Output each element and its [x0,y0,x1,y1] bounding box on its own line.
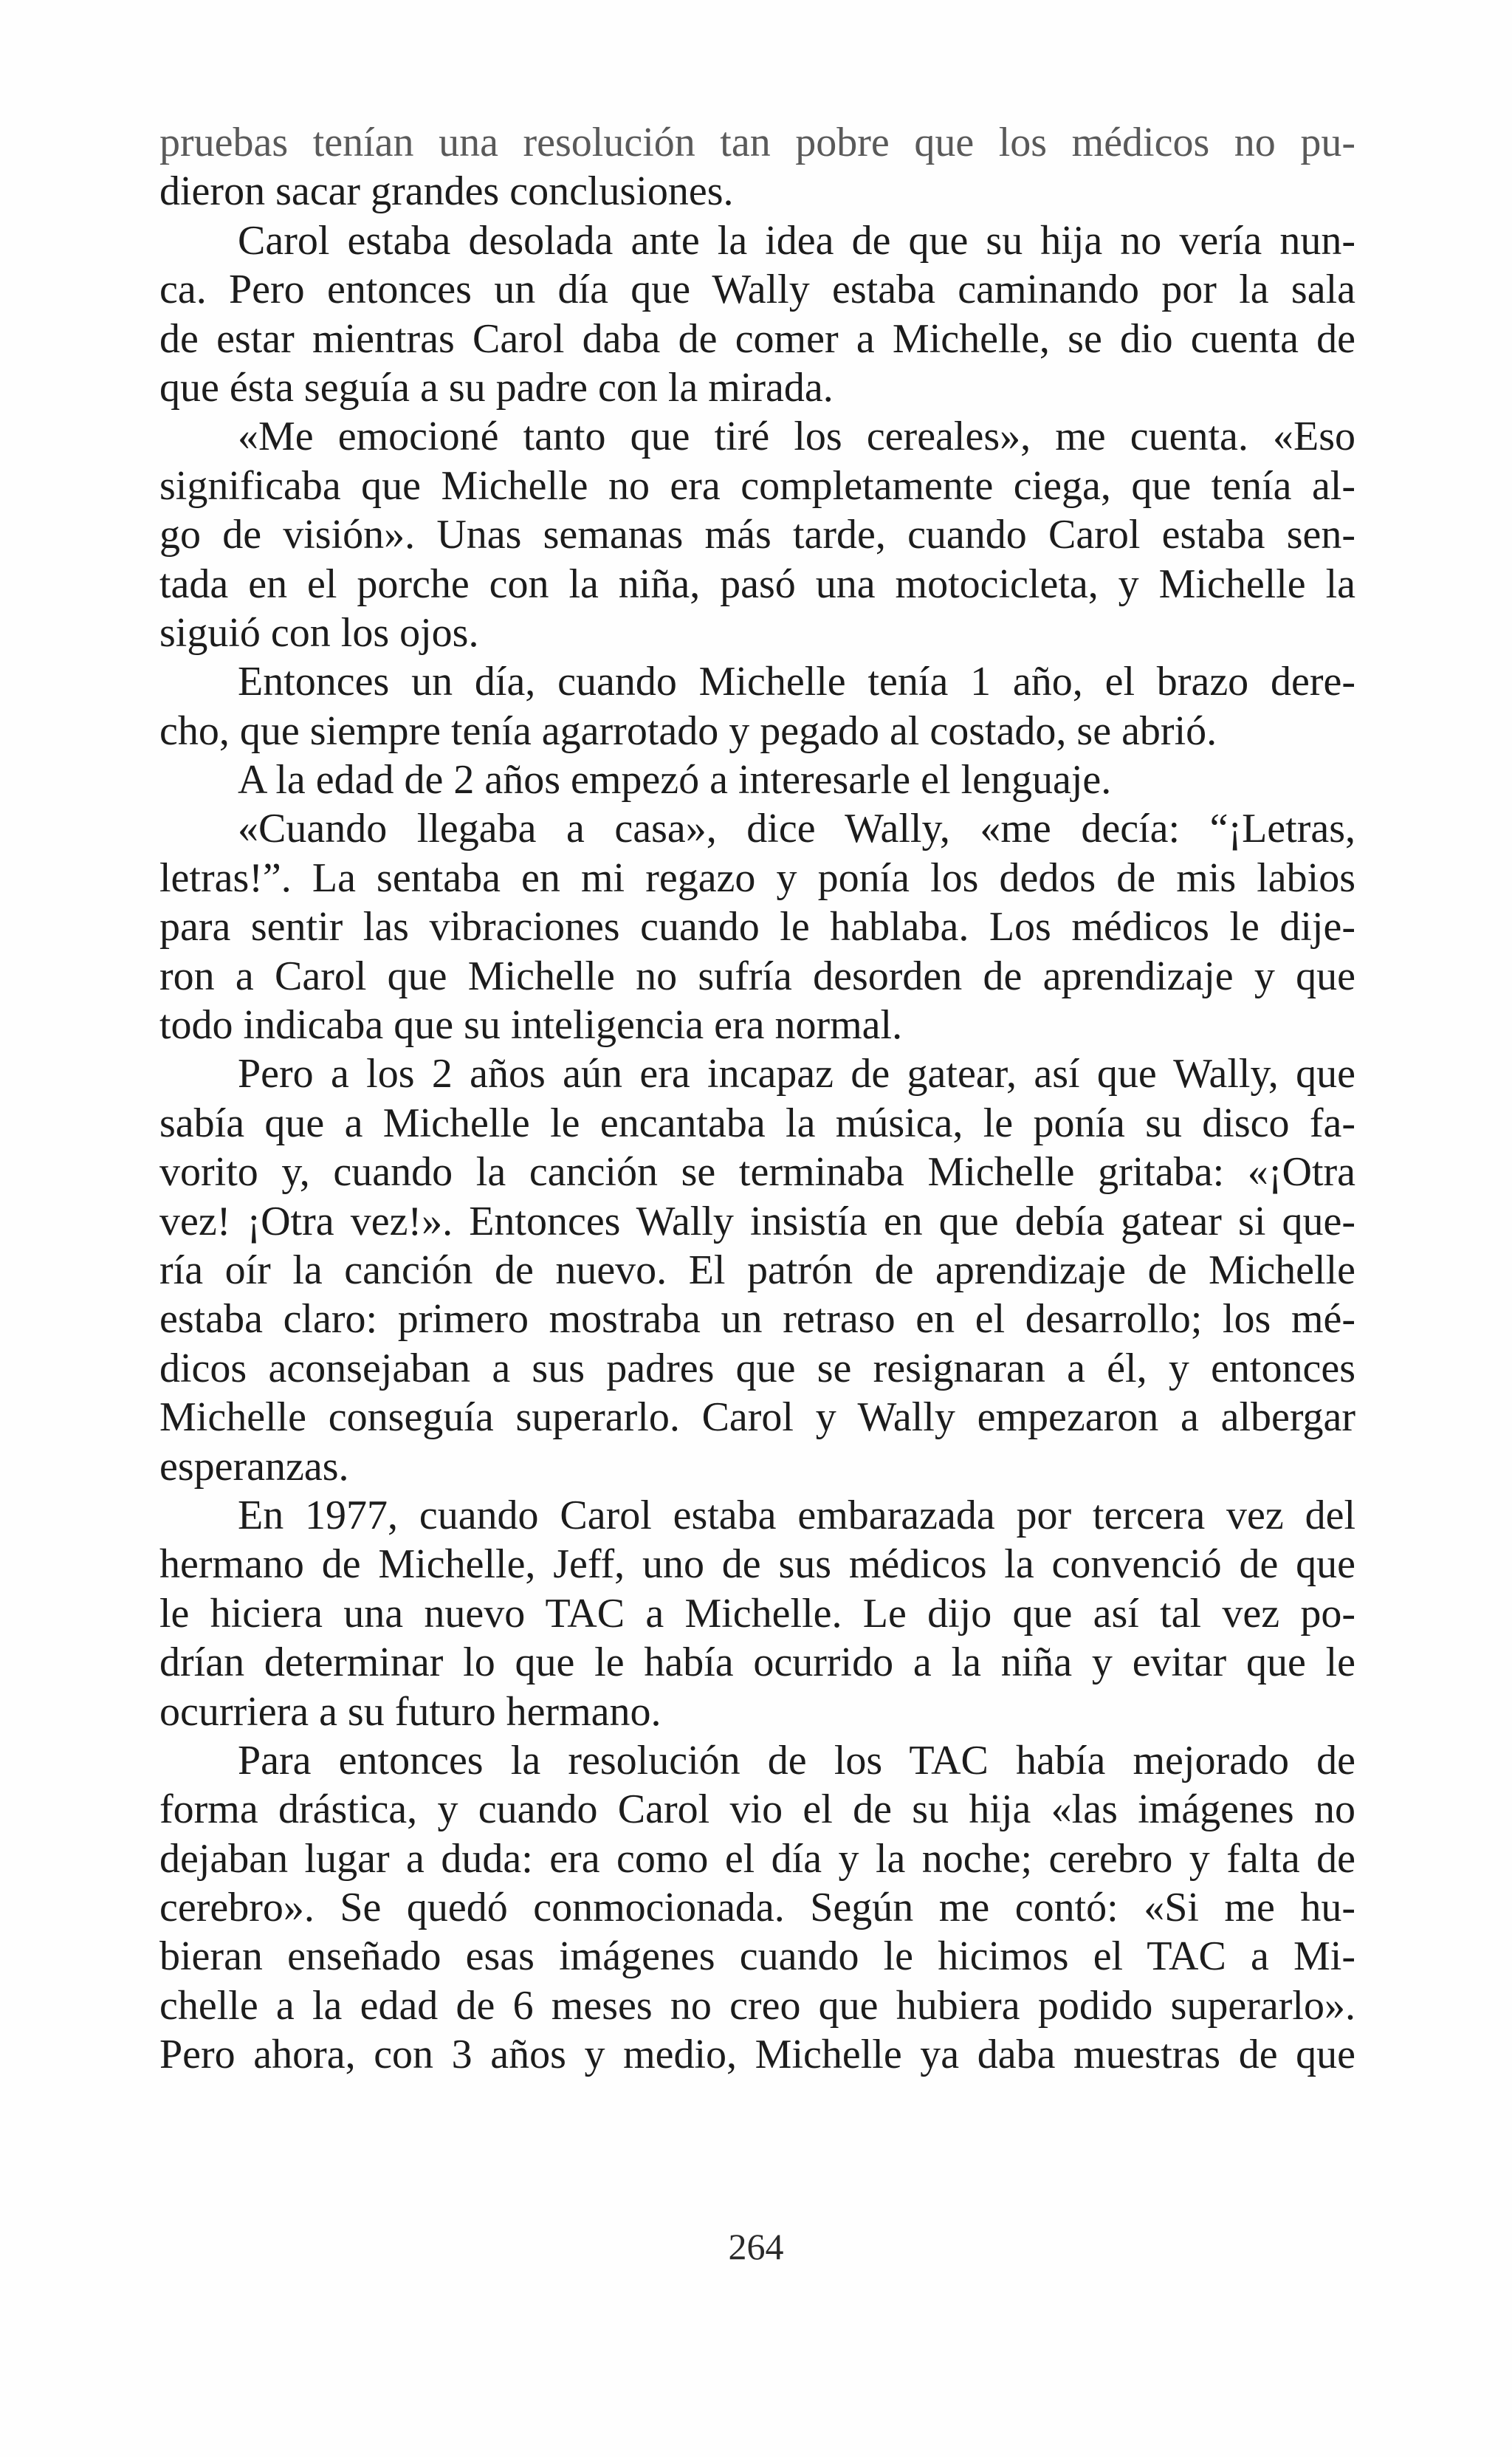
text-line: pruebas tenían una resolución tan pobre que los médicos no pu- [159,120,1355,165]
text-line: «Me emocioné tanto que tiré los cereales», me cuenta. «Eso [238,414,1355,460]
text-line: vez! ¡Otra vez!». Entonces Wally insistía en que debía gatear si que- [159,1198,1355,1244]
text-line: sabía que a Michelle le encantaba la música, le ponía su disco fa- [159,1100,1355,1146]
text-line: ría oír la canción de nuevo. El patrón de aprendizaje de Michelle [159,1247,1355,1293]
text-line: ron a Carol que Michelle no sufría desorden de aprendizaje y que [159,953,1355,999]
text-line: «Cuando llegaba a casa», dice Wally, «me decía: “¡Letras, [238,806,1355,852]
text-line: drían determinar lo que le había ocurrido a la niña y evitar que le [159,1639,1355,1686]
text-line: Entonces un día, cuando Michelle tenía 1 año, el brazo dere- [238,659,1355,705]
text-line: todo indicaba que su inteligencia era normal. [159,1002,903,1049]
text-line: cho, que siempre tenía agarrotado y pegado al costado, se abrió. [159,707,1217,754]
text-line: tada en el porche con la niña, pasó una motocicleta, y Michelle la [159,561,1355,607]
text-line: A la edad de 2 años empezó a interesarle el lenguaje. [238,757,1112,803]
text-line: Pero ahora, con 3 años y medio, Michelle ya daba muestras de que [159,2032,1355,2078]
text-line: le hiciera una nuevo TAC a Michelle. Le dijo que así tal vez po- [159,1590,1355,1637]
body-text [159,118,1355,2080]
text-line: para sentir las vibraciones cuando le hablaba. Los médicos le dije- [159,904,1355,950]
text-line: estaba claro: primero mostraba un retraso en el desarrollo; los mé- [159,1296,1355,1343]
text-line: significaba que Michelle no era completamente ciega, que tenía al- [159,462,1355,509]
text-line: letras!”. La sentaba en mi regazo y ponía los dedos de mis labios [159,854,1355,901]
text-line: vorito y, cuando la canción se terminaba Michelle gritaba: «¡Otra [159,1149,1355,1196]
text-line: de estar mientras Carol daba de comer a Michelle, se dio cuenta de [159,315,1355,362]
text-line: bieran enseñado esas imágenes cuando le hicimos el TAC a Mi- [159,1933,1355,1980]
text-line: dejaban lugar a duda: era como el día y la noche; cerebro y falta de [159,1835,1355,1882]
text-line: ocurriera a su futuro hermano. [159,1688,662,1735]
text-line: ca. Pero entonces un día que Wally estaba caminando por la sala [159,267,1355,313]
text-line: Michelle conseguía superarlo. Carol y Wally empezaron a albergar [159,1394,1355,1441]
text-line: hermano de Michelle, Jeff, uno de sus médicos la convenció de que [159,1541,1355,1588]
text-line: En 1977, cuando Carol estaba embarazada por tercera vez del [238,1492,1355,1538]
text-line: Para entonces la resolución de los TAC había mejorado de [238,1737,1355,1783]
text-line: siguió con los ojos. [159,609,479,656]
text-line: que ésta seguía a su padre con la mirada. [159,364,834,411]
text-line: go de visión». Unas semanas más tarde, cuando Carol estaba sen- [159,512,1355,558]
text-line: dieron sacar grandes conclusiones. [159,168,734,215]
text-line: esperanzas. [159,1443,349,1490]
page-number: 264 [728,2226,784,2267]
text-line: cerebro». Se quedó conmocionada. Según me contó: «Si me hu- [159,1885,1355,1931]
text-line: Carol estaba desolada ante la idea de que su hija no vería nun- [238,217,1355,264]
text-line: dicos aconsejaban a sus padres que se resignaran a él, y entonces [159,1345,1355,1391]
text-line: chelle a la edad de 6 meses no creo que hubiera podido superarlo». [159,1982,1355,2029]
text-line: Pero a los 2 años aún era incapaz de gatear, así que Wally, que [238,1051,1355,1097]
text-line: forma drástica, y cuando Carol vio el de su hija «las imágenes no [159,1786,1355,1833]
